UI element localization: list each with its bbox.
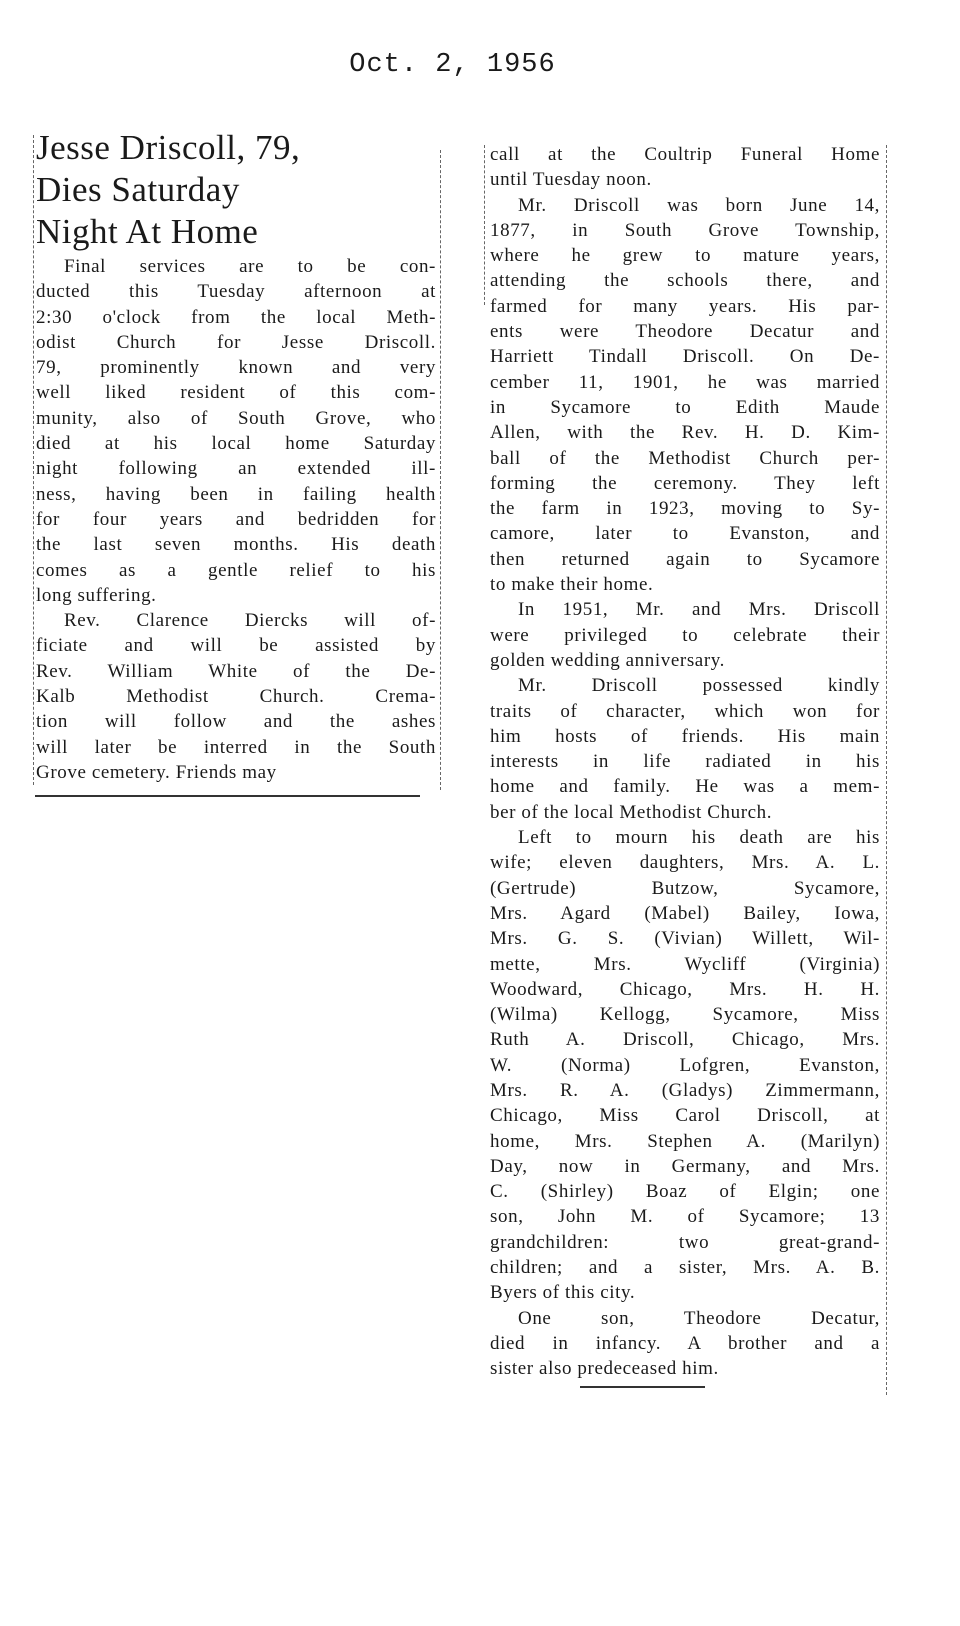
text-line: farmed for many years. His par- xyxy=(490,295,880,317)
text-line: in Sycamore to Edith Maude xyxy=(490,396,880,418)
text-line: attending the schools there, and xyxy=(490,270,880,292)
text-line: then returned again to Sycamore xyxy=(490,548,880,570)
text-line: ents were Theodore Decatur and xyxy=(490,321,880,343)
right-body-text xyxy=(490,142,880,1382)
text-line: call at the Coultrip Funeral Home xyxy=(490,144,880,165)
text-line: ficiate and will be assisted by xyxy=(36,635,436,657)
left-body-text xyxy=(36,254,436,785)
text-line: until Tuesday noon. xyxy=(490,169,652,191)
text-line: Chicago, Miss Carol Driscoll, at xyxy=(490,1105,880,1127)
headline xyxy=(36,128,436,252)
text-line: Harriett Tindall Driscoll. On De- xyxy=(490,346,880,368)
text-line: golden wedding anniversary. xyxy=(490,649,725,671)
paragraph xyxy=(36,608,436,785)
text-line: Ruth A. Driscoll, Chicago, Mrs. xyxy=(490,1029,880,1051)
text-line: Final services are to be con- xyxy=(64,256,436,277)
paragraph xyxy=(490,142,880,193)
paragraph xyxy=(490,193,880,598)
text-line: ducted this Tuesday afternoon at xyxy=(36,281,436,303)
text-line: Woodward, Chicago, Mrs. H. H. xyxy=(490,978,880,1000)
right-column xyxy=(490,142,880,1382)
article-end-rule-right xyxy=(580,1386,705,1388)
text-line: forming the ceremony. They left xyxy=(490,472,880,494)
text-line: for four years and bedridden for xyxy=(36,508,436,530)
paragraph xyxy=(490,1306,880,1382)
text-line: Mrs. R. A. (Gladys) Zimmermann, xyxy=(490,1079,880,1101)
clipping-date: Oct. 2, 1956 xyxy=(349,50,556,80)
text-line: long suffering. xyxy=(36,584,157,606)
text-line: comes as a gentle relief to his xyxy=(36,559,436,581)
text-line: Day, now in Germany, and Mrs. xyxy=(490,1155,880,1177)
text-line: Mr. Driscoll possessed kindly xyxy=(518,675,880,697)
text-line: him hosts of friends. His main xyxy=(490,725,880,747)
text-line: munity, also of South Grove, who xyxy=(36,407,436,429)
text-line: 1877, in South Grove Township, xyxy=(490,219,880,241)
text-line: 79, prominently known and very xyxy=(36,357,436,379)
text-line: wife; eleven daughters, Mrs. A. L. xyxy=(490,852,880,874)
paragraph xyxy=(490,673,880,825)
text-line: Mrs. Agard (Mabel) Bailey, Iowa, xyxy=(490,902,880,924)
text-line: to make their home. xyxy=(490,574,654,596)
text-line: cember 11, 1901, he was married xyxy=(490,371,880,393)
text-line: the last seven months. His death xyxy=(36,534,436,556)
column-border-left xyxy=(33,135,35,785)
text-line: ness, having been in failing health xyxy=(36,483,436,505)
text-line: In 1951, Mr. and Mrs. Driscoll xyxy=(518,599,880,621)
text-line: Mr. Driscoll was born June 14, xyxy=(518,194,880,216)
text-line: mette, Mrs. Wycliff (Virginia) xyxy=(490,953,880,975)
text-line: home, Mrs. Stephen A. (Marilyn) xyxy=(490,1130,880,1152)
text-line: Rev. Clarence Diercks will of- xyxy=(64,610,436,632)
text-line: 2:30 o'clock from the local Meth- xyxy=(36,306,436,328)
headline-line: Night At Home xyxy=(36,212,259,251)
text-line: Kalb Methodist Church. Crema- xyxy=(36,686,436,708)
headline-line: Jesse Driscoll, 79, xyxy=(36,128,301,167)
text-line: Byers of this city. xyxy=(490,1282,636,1304)
text-line: Left to mourn his death are his xyxy=(518,827,880,849)
text-line: odist Church for Jesse Driscoll. xyxy=(36,331,436,353)
text-line: Rev. William White of the De- xyxy=(36,660,436,682)
text-line: children; and a sister, Mrs. A. B. xyxy=(490,1257,880,1279)
text-line: ber of the local Methodist Church. xyxy=(490,801,773,823)
headline-line: Dies Saturday xyxy=(36,170,240,209)
text-line: Mrs. G. S. (Vivian) Willett, Wil- xyxy=(490,928,880,950)
left-column xyxy=(36,128,436,785)
text-line: interests in life radiated in his xyxy=(490,751,880,773)
text-line: home and family. He was a mem- xyxy=(490,776,880,798)
text-line: where he grew to mature years, xyxy=(490,245,880,267)
column-border-right-inner xyxy=(484,145,486,305)
text-line: W. (Norma) Lofgren, Evanston, xyxy=(490,1054,880,1076)
paragraph xyxy=(490,825,880,1306)
text-line: well liked resident of this com- xyxy=(36,382,436,404)
text-line: tion will follow and the ashes xyxy=(36,711,436,733)
text-line: Grove cemetery. Friends may xyxy=(36,761,277,783)
paragraph xyxy=(490,597,880,673)
text-line: night following an extended ill- xyxy=(36,458,436,480)
text-line: camore, later to Evanston, and xyxy=(490,523,880,545)
text-line: Allen, with the Rev. H. D. Kim- xyxy=(490,422,880,444)
column-border-right-outer xyxy=(886,145,888,1395)
text-line: died in infancy. A brother and a xyxy=(490,1332,880,1354)
text-line: (Gertrude) Butzow, Sycamore, xyxy=(490,877,880,899)
text-line: (Wilma) Kellogg, Sycamore, Miss xyxy=(490,1004,880,1026)
text-line: sister also predeceased him. xyxy=(490,1358,719,1380)
paragraph xyxy=(36,254,436,608)
text-line: the farm in 1923, moving to Sy- xyxy=(490,498,880,520)
text-line: will later be interred in the South xyxy=(36,736,436,758)
text-line: C. (Shirley) Boaz of Elgin; one xyxy=(490,1181,880,1203)
text-line: died at his local home Saturday xyxy=(36,433,436,455)
text-line: were privileged to celebrate their xyxy=(490,624,880,646)
text-line: grandchildren: two great-grand- xyxy=(490,1231,880,1253)
column-border-middle xyxy=(440,150,442,790)
text-line: traits of character, which won for xyxy=(490,700,880,722)
article-end-rule-left xyxy=(35,795,420,797)
text-line: son, John M. of Sycamore; 13 xyxy=(490,1206,880,1228)
text-line: ball of the Methodist Church per- xyxy=(490,447,880,469)
text-line: One son, Theodore Decatur, xyxy=(518,1307,880,1329)
